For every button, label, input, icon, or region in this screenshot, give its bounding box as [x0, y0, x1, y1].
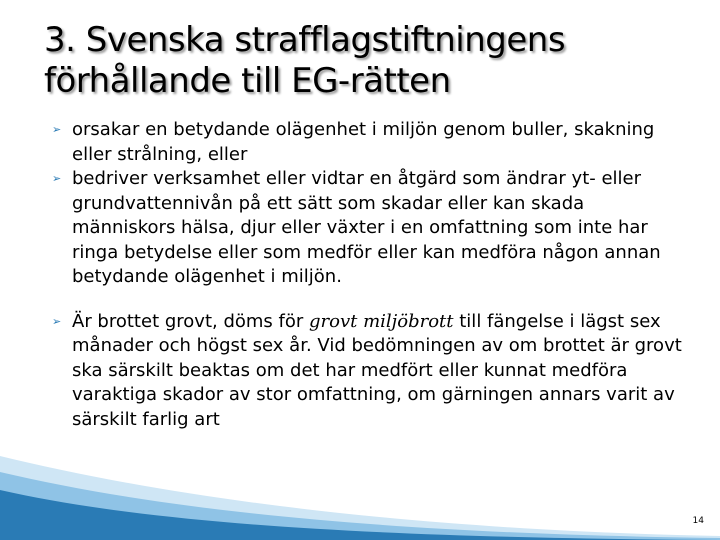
bullet-text-3-after: till fängelse i lägst sex månader och högst sex år. Vid bedömningen av om brottet är grovt ska särskilt beaktas om det har medfört eller kunnat medföra varaktiga skador av stor omfattning, om gärningen annars varit av särskilt farlig art	[72, 310, 682, 430]
slide-title	[44, 20, 684, 102]
bullet-text-1: orsakar en betydande olägenhet i miljön genom buller, skakning eller strålning, eller	[72, 119, 655, 165]
bullet-item-1	[52, 118, 692, 167]
slide-number: 14	[692, 516, 704, 526]
arrow-bullet-icon: ➢	[52, 314, 62, 328]
bullet-item-2	[52, 167, 692, 290]
title-line-1: 3. Svenska strafflagstiftningens	[44, 20, 566, 60]
decorative-swoosh	[0, 450, 720, 540]
bullet-text-3-before: Är brottet grovt, döms för	[72, 310, 309, 332]
bullet-text-2: bedriver verksamhet eller vidtar en åtgärd som ändrar yt- eller grundvattennivån på ett sätt som skadar eller kan skada människors hälsa, djur eller växter i en omfattning som inte har ringa betydelse eller som medför eller kan medföra någon annan betydande olägenhet i miljön.	[72, 168, 661, 287]
bullet-item-3	[52, 310, 692, 433]
bullet-text-3-emphasis: grovt miljöbrott	[309, 310, 454, 332]
arrow-bullet-icon: ➢	[52, 172, 62, 185]
title-line-2: förhållande till EG-rätten	[44, 61, 451, 101]
arrow-bullet-icon: ➢	[52, 123, 62, 136]
bullet-list	[52, 118, 692, 432]
